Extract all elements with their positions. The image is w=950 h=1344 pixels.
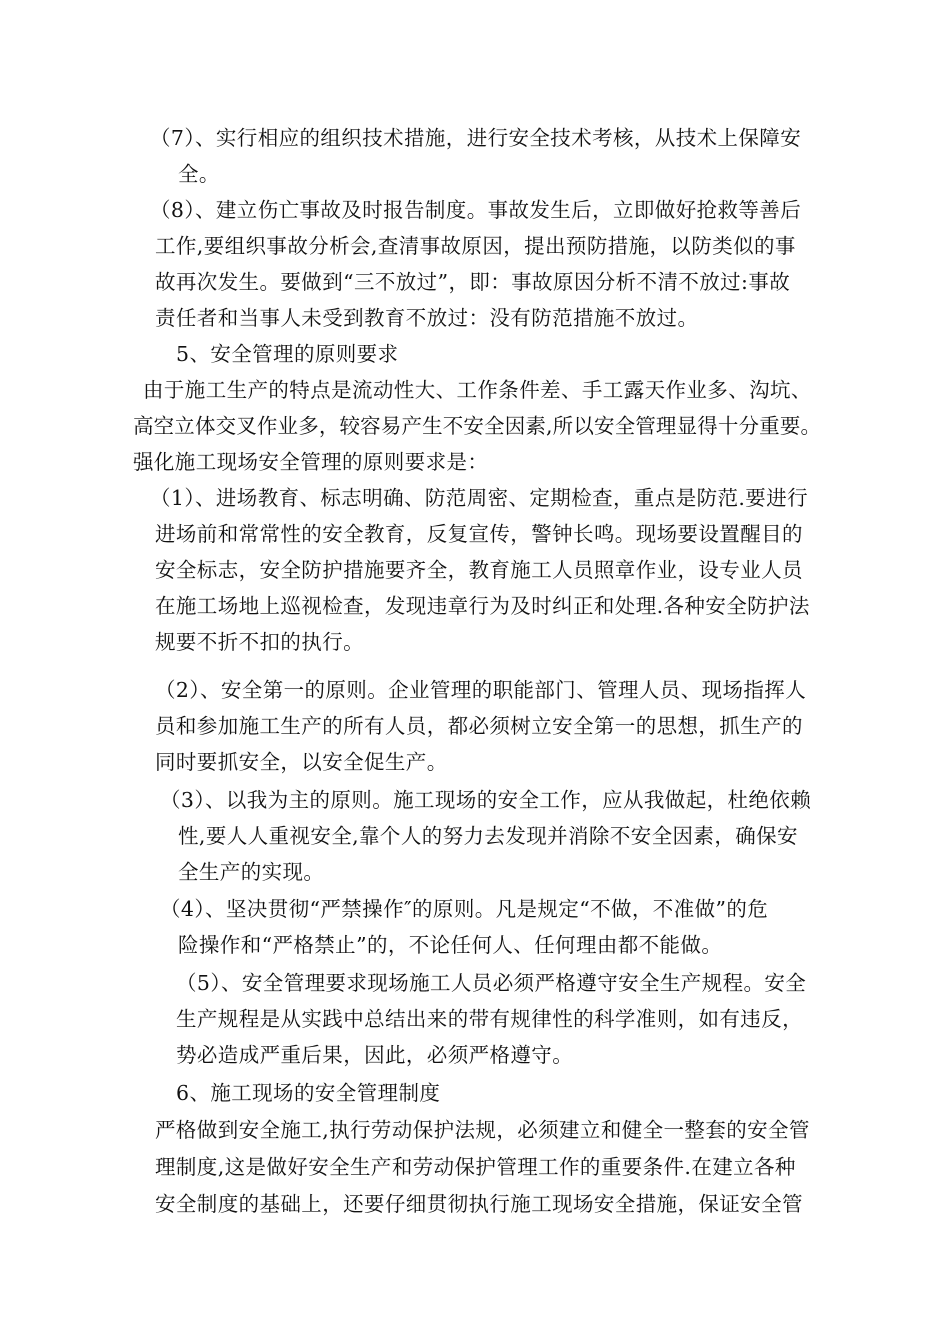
section6-heading: 6、施工现场的安全管理制度: [176, 1081, 441, 1105]
principle1-line2: 进场前和常常性的安全教育，反复宣传，警钟长鸣。现场要设置醒目的: [155, 522, 803, 546]
section6-line1: 严格做到安全施工,执行劳动保护法规，必须建立和健全一整套的安全管: [155, 1118, 810, 1142]
principle3-line1: （3）、以我为主的原则。施工现场的安全工作，应从我做起，杜绝依赖: [160, 788, 812, 812]
principle2-line3: 同时要抓安全，以安全促生产。: [155, 750, 448, 774]
item7-line2: 全。: [178, 162, 220, 186]
principle3-line3: 全生产的实现。: [178, 860, 325, 884]
principle5-line3: 势必造成严重后果，因此，必须严格遵守。: [176, 1043, 574, 1067]
principle1-line3: 安全标志，安全防护措施要齐全，教育施工人员照章作业，设专业人员: [155, 558, 803, 582]
section6-line2: 理制度,这是做好安全生产和劳动保护管理工作的重要条件.在建立各种: [155, 1155, 796, 1179]
item8-line3: 故再次发生。要做到“三不放过”，即：事故原因分析不清不放过:事故: [155, 270, 791, 294]
principle2-line2: 员和参加施工生产的所有人员，都必须树立安全第一的思想，抓生产的: [155, 714, 803, 738]
principle1-line4: 在施工场地上巡视检查，发现违章行为及时纠正和处理.各种安全防护法: [155, 594, 810, 618]
section5-intro-line3: 强化施工现场安全管理的原则要求是：: [133, 450, 489, 474]
item7-line1: （7）、实行相应的组织技术措施，进行安全技术考核，从技术上保障安: [150, 126, 802, 150]
section5-intro-line2: 高空立体交叉作业多，较容易产生不安全因素,所以安全管理显得十分重要。: [133, 414, 822, 438]
item8-line2: 工作,要组织事故分析会,查清事故原因，提出预防措施，以防类似的事: [155, 234, 796, 258]
principle1-line5: 规要不折不扣的执行。: [155, 630, 364, 654]
principle5-line1: （5）、安全管理要求现场施工人员必须严格遵守安全生产规程。安全: [176, 971, 807, 995]
item8-line1: （8）、建立伤亡事故及时报告制度。事故发生后，立即做好抢救等善后: [150, 198, 802, 222]
principle1-line1: （1）、进场教育、标志明确、防范周密、定期检查，重点是防范.要进行: [150, 486, 809, 510]
item8-line4: 责任者和当事人未受到教育不放过：没有防范措施不放过。: [155, 306, 699, 330]
section6-line3: 安全制度的基础上，还要仔细贯彻执行施工现场安全措施，保证安全管: [155, 1192, 803, 1216]
section5-intro-line1: 由于施工生产的特点是流动性大、工作条件差、手工露天作业多、沟坑、: [143, 378, 812, 402]
principle5-line2: 生产规程是从实践中总结出来的带有规律性的科学准则，如有违反，: [176, 1007, 803, 1031]
principle2-line1: （2）、安全第一的原则。企业管理的职能部门、管理人员、现场指挥人: [155, 678, 807, 702]
section5-heading: 5、安全管理的原则要求: [176, 342, 399, 366]
principle4-line2: 险操作和“严格禁止”的，不论任何人、任何理由都不能做。: [178, 933, 723, 957]
principle4-line1: （4）、坚决贯彻“严禁操作″的原则。凡是规定“不做，不准做”的危: [160, 897, 769, 921]
principle3-line2: 性,要人人重视安全,靠个人的努力去发现并消除不安全因素，确保安: [178, 824, 798, 848]
